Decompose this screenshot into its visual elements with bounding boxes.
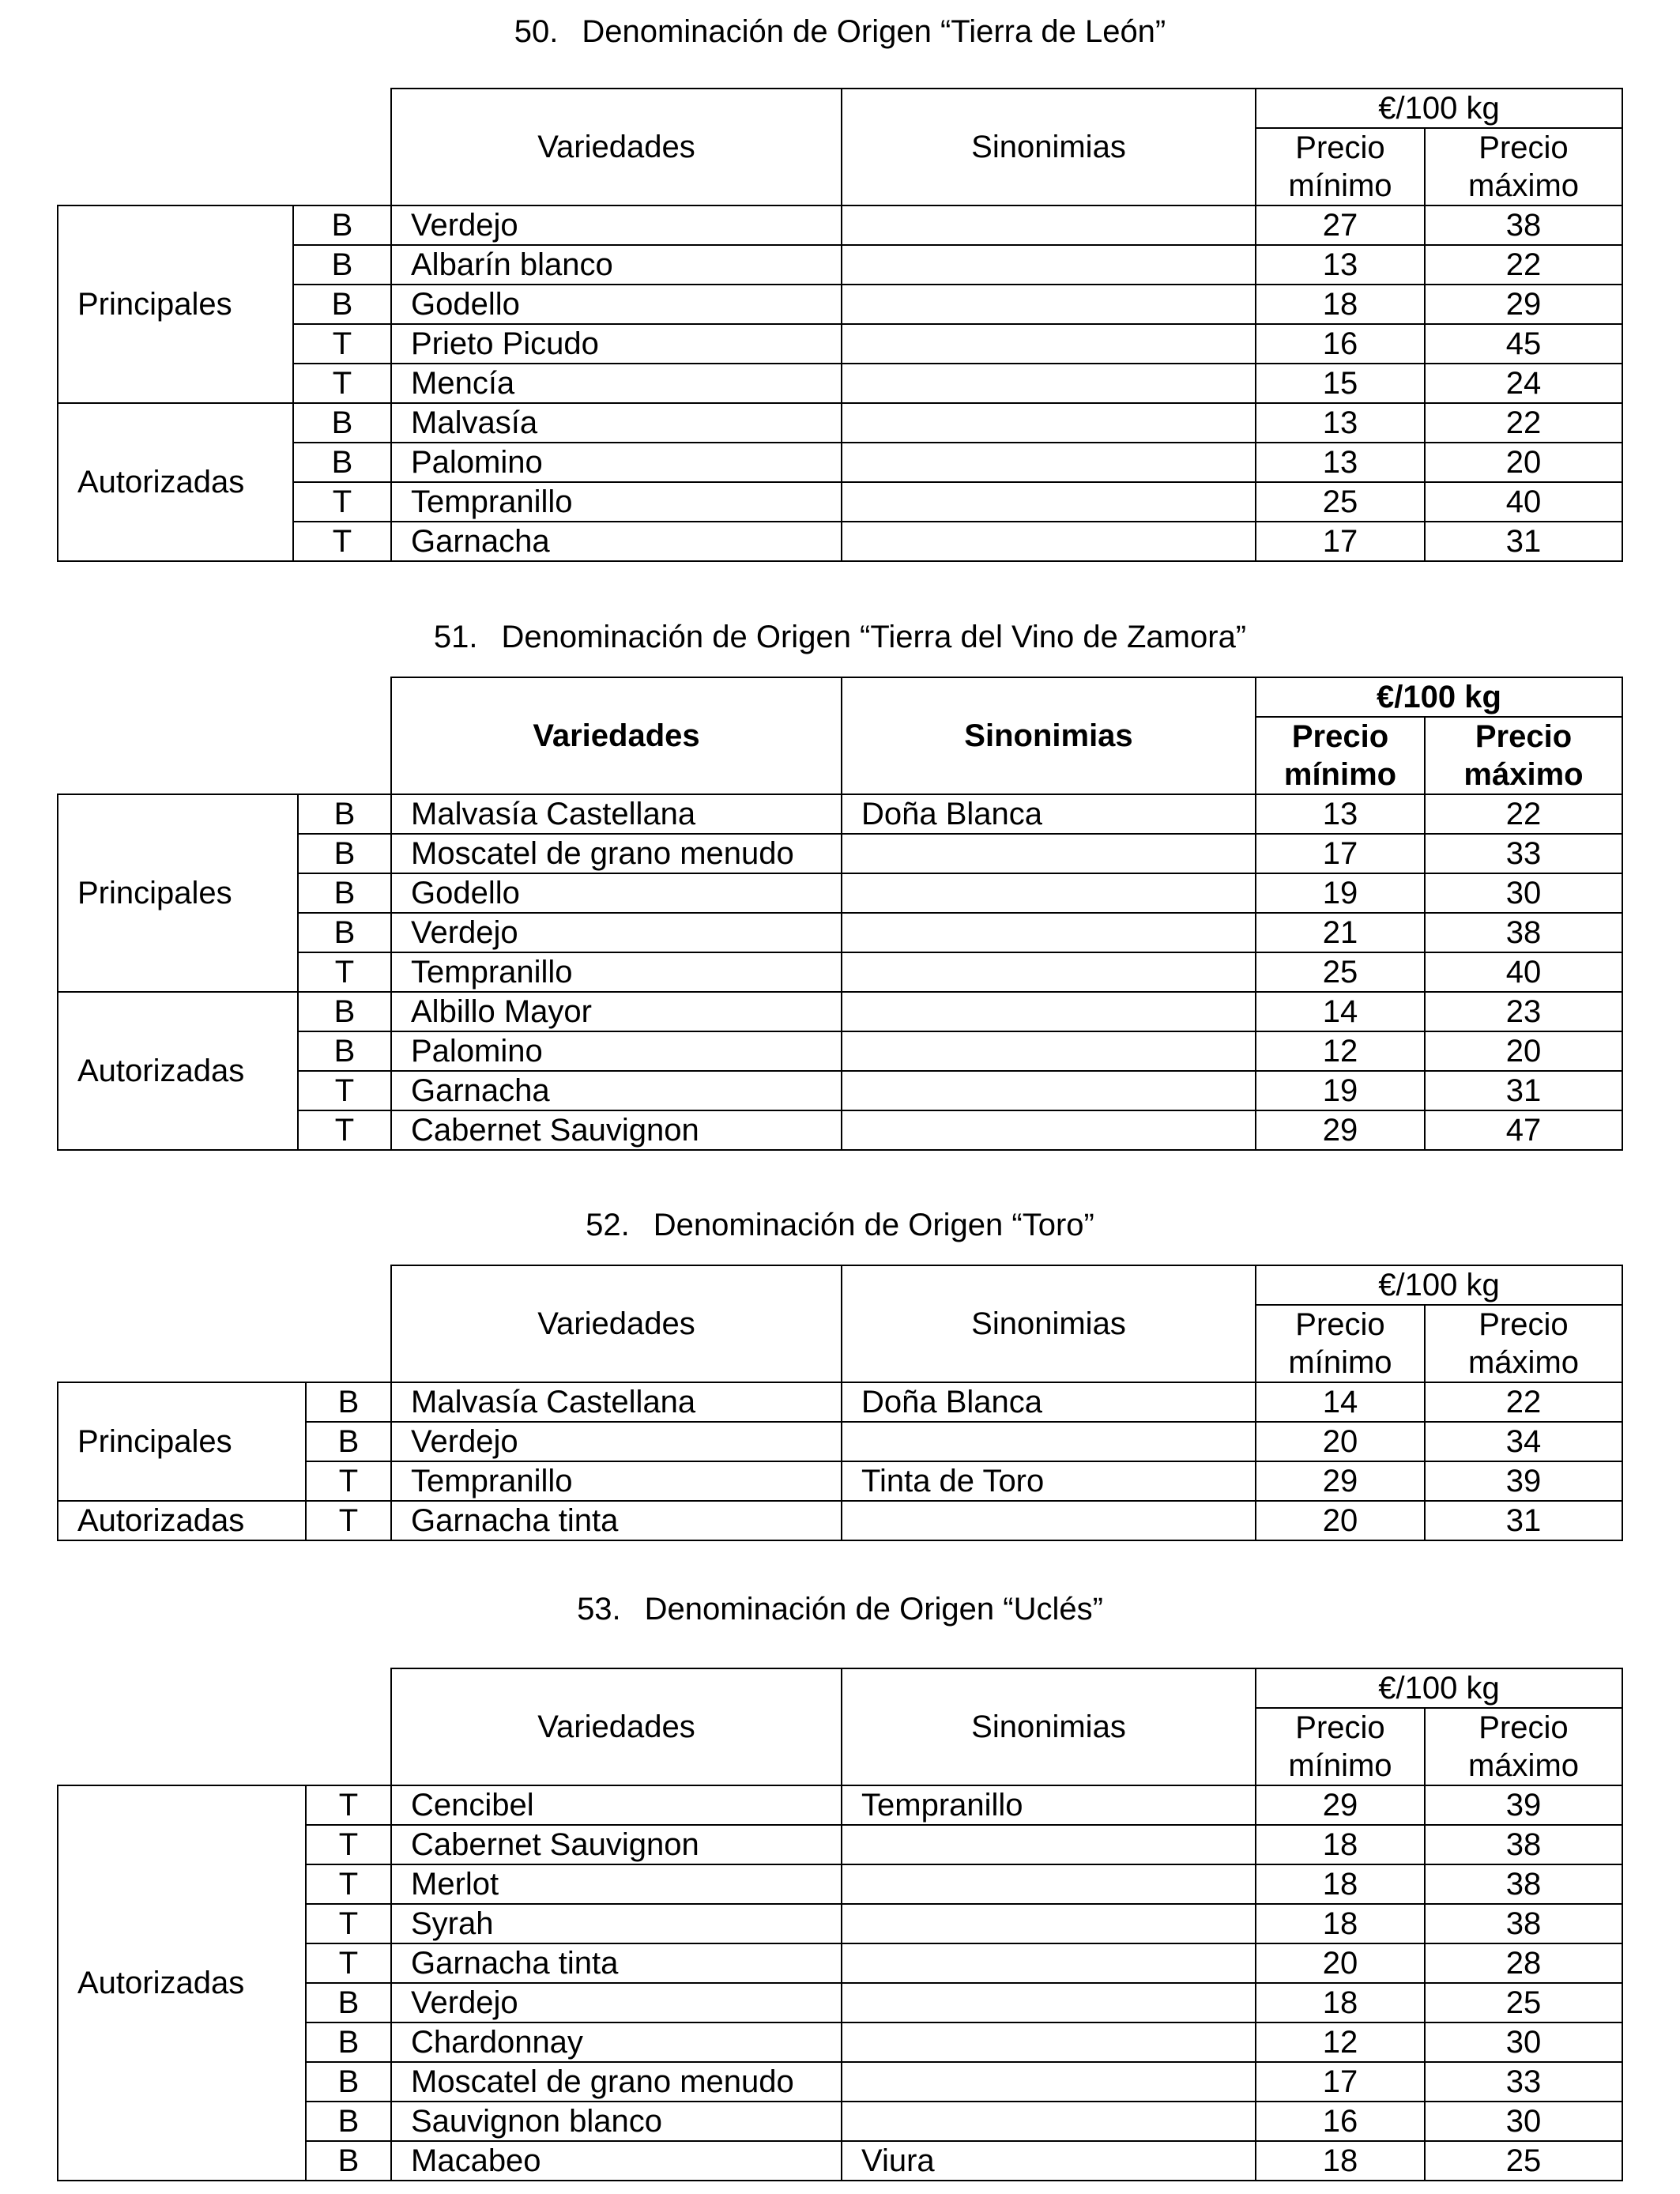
- synonym-cell: [842, 2022, 1256, 2062]
- min-price-cell: 14: [1256, 992, 1425, 1031]
- header-varieties: Variedades: [391, 1668, 842, 1785]
- min-price-cell: 17: [1256, 834, 1425, 873]
- min-price-cell: 29: [1256, 1110, 1425, 1150]
- table-row: [58, 403, 1622, 443]
- variety-cell: Godello: [391, 873, 842, 913]
- synonym-cell: [842, 1864, 1256, 1904]
- synonym-cell: [842, 992, 1256, 1031]
- header-varieties: Variedades: [391, 89, 842, 205]
- header-blank-cell: [58, 89, 391, 205]
- header-max-price: Precio máximo: [1425, 128, 1622, 205]
- grape-type-cell: B: [306, 1422, 391, 1461]
- variety-cell: Garnacha: [391, 522, 842, 561]
- min-price-cell: 18: [1256, 1825, 1425, 1864]
- section-title-text: Denominación de Origen “Tierra del Vino de Zamora”: [501, 620, 1247, 654]
- header-min-price: Precio mínimo: [1256, 717, 1425, 794]
- header-synonyms: Sinonimias: [842, 1265, 1256, 1382]
- grape-type-cell: T: [306, 1785, 391, 1825]
- section-number: 53.: [577, 1592, 621, 1627]
- grape-type-cell: B: [306, 2141, 391, 2181]
- variety-cell: Godello: [391, 285, 842, 324]
- varieties-price-table: [57, 88, 1623, 562]
- max-price-cell: 29: [1425, 285, 1622, 324]
- grape-type-cell: B: [298, 992, 391, 1031]
- grape-type-cell: T: [293, 522, 391, 561]
- grape-type-cell: B: [293, 403, 391, 443]
- section-title-text: Denominación de Origen “Uclés”: [644, 1592, 1103, 1627]
- synonym-cell: [842, 1071, 1256, 1110]
- grape-type-cell: T: [298, 952, 391, 992]
- synonym-cell: [842, 364, 1256, 403]
- grape-type-cell: T: [306, 1501, 391, 1540]
- grape-type-cell: B: [298, 873, 391, 913]
- section-number: 51.: [433, 620, 478, 654]
- max-price-cell: 30: [1425, 2102, 1622, 2141]
- min-price-cell: 25: [1256, 482, 1425, 522]
- grape-type-cell: B: [306, 2062, 391, 2102]
- variety-cell: Malvasía Castellana: [391, 794, 842, 834]
- table-row: [58, 1382, 1622, 1422]
- header-price-group: €/100 kg: [1256, 677, 1622, 717]
- grape-type-cell: B: [306, 2102, 391, 2141]
- min-price-cell: 16: [1256, 2102, 1425, 2141]
- max-price-cell: 22: [1425, 403, 1622, 443]
- grape-type-cell: T: [306, 1864, 391, 1904]
- max-price-cell: 28: [1425, 1943, 1622, 1983]
- max-price-cell: 25: [1425, 1983, 1622, 2022]
- min-price-cell: 20: [1256, 1943, 1425, 1983]
- min-price-cell: 12: [1256, 2022, 1425, 2062]
- variety-cell: Macabeo: [391, 2141, 842, 2181]
- synonym-cell: Tempranillo: [842, 1785, 1256, 1825]
- grape-type-cell: B: [298, 1031, 391, 1071]
- min-price-cell: 29: [1256, 1785, 1425, 1825]
- header-synonyms: Sinonimias: [842, 1668, 1256, 1785]
- section-title: [0, 1206, 1680, 1244]
- min-price-cell: 25: [1256, 952, 1425, 992]
- synonym-cell: Viura: [842, 2141, 1256, 2181]
- varieties-price-table: [57, 1265, 1623, 1541]
- grape-type-cell: T: [298, 1110, 391, 1150]
- min-price-cell: 17: [1256, 2062, 1425, 2102]
- variety-cell: Albarín blanco: [391, 245, 842, 285]
- max-price-cell: 30: [1425, 2022, 1622, 2062]
- grape-type-cell: B: [293, 443, 391, 482]
- min-price-cell: 18: [1256, 2141, 1425, 2181]
- grape-type-cell: B: [293, 245, 391, 285]
- min-price-cell: 18: [1256, 1864, 1425, 1904]
- max-price-cell: 20: [1425, 1031, 1622, 1071]
- section-number: 50.: [514, 14, 559, 49]
- variety-cell: Verdejo: [391, 913, 842, 952]
- synonym-cell: [842, 1110, 1256, 1150]
- synonym-cell: [842, 1825, 1256, 1864]
- grape-type-cell: T: [306, 1825, 391, 1864]
- synonym-cell: [842, 913, 1256, 952]
- grape-type-cell: T: [293, 324, 391, 364]
- max-price-cell: 30: [1425, 873, 1622, 913]
- synonym-cell: Doña Blanca: [842, 794, 1256, 834]
- min-price-cell: 14: [1256, 1382, 1425, 1422]
- header-max-price: Precio máximo: [1425, 1305, 1622, 1382]
- variety-cell: Albillo Mayor: [391, 992, 842, 1031]
- table-header-row: [58, 1668, 1622, 1708]
- grape-type-cell: B: [298, 834, 391, 873]
- max-price-cell: 31: [1425, 1071, 1622, 1110]
- variety-cell: Mencía: [391, 364, 842, 403]
- grape-type-cell: B: [293, 285, 391, 324]
- grape-type-cell: T: [293, 482, 391, 522]
- synonym-cell: [842, 2102, 1256, 2141]
- header-max-price: Precio máximo: [1425, 1708, 1622, 1785]
- max-price-cell: 34: [1425, 1422, 1622, 1461]
- variety-cell: Verdejo: [391, 1983, 842, 2022]
- table-header-row: [58, 89, 1622, 128]
- max-price-cell: 22: [1425, 245, 1622, 285]
- max-price-cell: 31: [1425, 1501, 1622, 1540]
- max-price-cell: 25: [1425, 2141, 1622, 2181]
- group-label: Autorizadas: [58, 1501, 306, 1540]
- variety-cell: Verdejo: [391, 1422, 842, 1461]
- section-title-text: Denominación de Origen “Tierra de León”: [582, 14, 1166, 49]
- min-price-cell: 17: [1256, 522, 1425, 561]
- variety-cell: Tempranillo: [391, 952, 842, 992]
- max-price-cell: 33: [1425, 834, 1622, 873]
- header-blank-cell: [58, 1668, 391, 1785]
- min-price-cell: 19: [1256, 873, 1425, 913]
- min-price-cell: 13: [1256, 403, 1425, 443]
- grape-type-cell: T: [298, 1071, 391, 1110]
- group-label: Principales: [58, 1382, 306, 1501]
- header-price-group: €/100 kg: [1256, 1668, 1622, 1708]
- header-varieties: Variedades: [391, 677, 842, 794]
- header-price-group: €/100 kg: [1256, 1265, 1622, 1305]
- synonym-cell: [842, 1501, 1256, 1540]
- variety-cell: Moscatel de grano menudo: [391, 2062, 842, 2102]
- varieties-price-table: [57, 1668, 1623, 2181]
- variety-cell: Cencibel: [391, 1785, 842, 1825]
- max-price-cell: 39: [1425, 1785, 1622, 1825]
- min-price-cell: 12: [1256, 1031, 1425, 1071]
- header-blank-cell: [58, 1265, 391, 1382]
- section-number: 52.: [586, 1208, 630, 1242]
- max-price-cell: 45: [1425, 324, 1622, 364]
- synonym-cell: [842, 834, 1256, 873]
- group-label: Autorizadas: [58, 403, 293, 561]
- max-price-cell: 20: [1425, 443, 1622, 482]
- variety-cell: Cabernet Sauvignon: [391, 1110, 842, 1150]
- varieties-price-table: [57, 677, 1623, 1151]
- max-price-cell: 33: [1425, 2062, 1622, 2102]
- variety-cell: Tempranillo: [391, 482, 842, 522]
- grape-type-cell: B: [293, 205, 391, 245]
- header-varieties: Variedades: [391, 1265, 842, 1382]
- synonym-cell: [842, 443, 1256, 482]
- min-price-cell: 21: [1256, 913, 1425, 952]
- group-label: Autorizadas: [58, 1785, 306, 2181]
- synonym-cell: [842, 1904, 1256, 1943]
- synonym-cell: [842, 1943, 1256, 1983]
- synonym-cell: [842, 873, 1256, 913]
- max-price-cell: 24: [1425, 364, 1622, 403]
- synonym-cell: Tinta de Toro: [842, 1461, 1256, 1501]
- table-row: [58, 205, 1622, 245]
- synonym-cell: [842, 205, 1256, 245]
- header-synonyms: Sinonimias: [842, 677, 1256, 794]
- group-label: Principales: [58, 205, 293, 403]
- min-price-cell: 18: [1256, 285, 1425, 324]
- variety-cell: Tempranillo: [391, 1461, 842, 1501]
- variety-cell: Palomino: [391, 443, 842, 482]
- min-price-cell: 13: [1256, 794, 1425, 834]
- grape-type-cell: B: [306, 1382, 391, 1422]
- group-label: Principales: [58, 794, 298, 992]
- max-price-cell: 38: [1425, 205, 1622, 245]
- table-header-row: [58, 677, 1622, 717]
- group-label: Autorizadas: [58, 992, 298, 1150]
- max-price-cell: 22: [1425, 1382, 1622, 1422]
- max-price-cell: 38: [1425, 1825, 1622, 1864]
- max-price-cell: 47: [1425, 1110, 1622, 1150]
- table-row: [58, 1501, 1622, 1540]
- variety-cell: Moscatel de grano menudo: [391, 834, 842, 873]
- max-price-cell: 38: [1425, 913, 1622, 952]
- header-max-price: Precio máximo: [1425, 717, 1622, 794]
- variety-cell: Chardonnay: [391, 2022, 842, 2062]
- variety-cell: Palomino: [391, 1031, 842, 1071]
- section-title: [0, 618, 1680, 656]
- section-title: [0, 1590, 1680, 1628]
- max-price-cell: 38: [1425, 1904, 1622, 1943]
- grape-type-cell: T: [306, 1904, 391, 1943]
- table-row: [58, 992, 1622, 1031]
- synonym-cell: [842, 403, 1256, 443]
- grape-type-cell: B: [298, 913, 391, 952]
- variety-cell: Garnacha tinta: [391, 1943, 842, 1983]
- max-price-cell: 39: [1425, 1461, 1622, 1501]
- min-price-cell: 20: [1256, 1422, 1425, 1461]
- variety-cell: Garnacha tinta: [391, 1501, 842, 1540]
- min-price-cell: 19: [1256, 1071, 1425, 1110]
- min-price-cell: 15: [1256, 364, 1425, 403]
- min-price-cell: 18: [1256, 1983, 1425, 2022]
- synonym-cell: [842, 285, 1256, 324]
- min-price-cell: 16: [1256, 324, 1425, 364]
- header-min-price: Precio mínimo: [1256, 1708, 1425, 1785]
- synonym-cell: [842, 952, 1256, 992]
- table-row: [58, 794, 1622, 834]
- synonym-cell: [842, 324, 1256, 364]
- table-header-row: [58, 1265, 1622, 1305]
- header-min-price: Precio mínimo: [1256, 128, 1425, 205]
- section-title: [0, 13, 1680, 51]
- variety-cell: Prieto Picudo: [391, 324, 842, 364]
- table-row: [58, 1785, 1622, 1825]
- synonym-cell: Doña Blanca: [842, 1382, 1256, 1422]
- grape-type-cell: B: [298, 794, 391, 834]
- synonym-cell: [842, 522, 1256, 561]
- grape-type-cell: B: [306, 1983, 391, 2022]
- synonym-cell: [842, 245, 1256, 285]
- section-title-text: Denominación de Origen “Toro”: [653, 1208, 1094, 1242]
- variety-cell: Malvasía Castellana: [391, 1382, 842, 1422]
- grape-type-cell: T: [293, 364, 391, 403]
- min-price-cell: 18: [1256, 1904, 1425, 1943]
- synonym-cell: [842, 1983, 1256, 2022]
- header-min-price: Precio mínimo: [1256, 1305, 1425, 1382]
- max-price-cell: 23: [1425, 992, 1622, 1031]
- synonym-cell: [842, 2062, 1256, 2102]
- min-price-cell: 27: [1256, 205, 1425, 245]
- synonym-cell: [842, 482, 1256, 522]
- max-price-cell: 40: [1425, 482, 1622, 522]
- synonym-cell: [842, 1031, 1256, 1071]
- min-price-cell: 13: [1256, 443, 1425, 482]
- grape-type-cell: T: [306, 1943, 391, 1983]
- max-price-cell: 38: [1425, 1864, 1622, 1904]
- variety-cell: Cabernet Sauvignon: [391, 1825, 842, 1864]
- header-synonyms: Sinonimias: [842, 89, 1256, 205]
- header-blank-cell: [58, 677, 391, 794]
- variety-cell: Garnacha: [391, 1071, 842, 1110]
- min-price-cell: 29: [1256, 1461, 1425, 1501]
- grape-type-cell: B: [306, 2022, 391, 2062]
- variety-cell: Sauvignon blanco: [391, 2102, 842, 2141]
- variety-cell: Malvasía: [391, 403, 842, 443]
- variety-cell: Syrah: [391, 1904, 842, 1943]
- max-price-cell: 31: [1425, 522, 1622, 561]
- max-price-cell: 22: [1425, 794, 1622, 834]
- max-price-cell: 40: [1425, 952, 1622, 992]
- header-price-group: €/100 kg: [1256, 89, 1622, 128]
- min-price-cell: 20: [1256, 1501, 1425, 1540]
- grape-type-cell: T: [306, 1461, 391, 1501]
- variety-cell: Merlot: [391, 1864, 842, 1904]
- min-price-cell: 13: [1256, 245, 1425, 285]
- synonym-cell: [842, 1422, 1256, 1461]
- variety-cell: Verdejo: [391, 205, 842, 245]
